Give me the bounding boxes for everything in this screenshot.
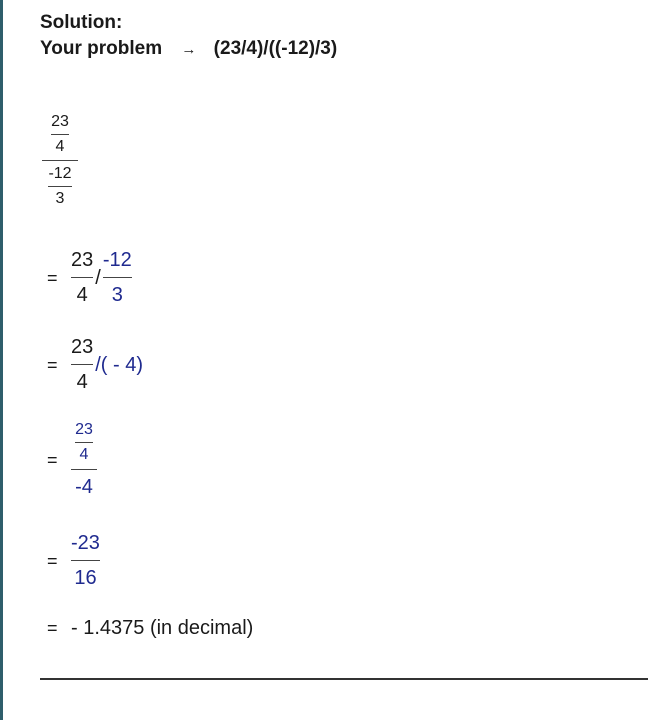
step-5: [47, 615, 253, 641]
denominator: 4: [76, 371, 88, 393]
fraction-bar: [71, 364, 93, 365]
fraction: [71, 530, 100, 591]
problem-expression: (23/4)/((-12)/3): [213, 38, 338, 59]
original-denominator-fraction: [46, 164, 73, 209]
numerator: 23: [71, 249, 94, 271]
original-numerator-bottom: 4: [55, 138, 65, 155]
equals-sign: =: [47, 550, 58, 571]
denominator: 4: [76, 284, 88, 306]
decimal-note: (in decimal): [144, 617, 254, 639]
step-3: [47, 420, 97, 500]
arrow-icon: →: [181, 41, 197, 58]
bottom-rule: [40, 678, 648, 680]
fraction: [71, 334, 93, 395]
main-fraction-bar: [71, 469, 97, 470]
fraction-bar: [75, 442, 93, 443]
denominator: 4: [79, 446, 89, 463]
equals-sign: =: [47, 267, 58, 288]
fraction-bar: [71, 560, 100, 561]
division-slash: /: [95, 266, 101, 289]
problem-line: [40, 36, 337, 63]
denominator: -4: [75, 476, 93, 498]
step-2: [47, 334, 143, 395]
fraction-bar: [51, 134, 69, 135]
decimal-value: - 1.4375: [71, 617, 145, 639]
left-border: [0, 0, 3, 720]
divisor-term: /( - 4): [95, 353, 144, 376]
denominator: 16: [74, 567, 97, 589]
solution-header: [40, 10, 337, 63]
original-denominator-bottom: 3: [55, 190, 65, 207]
numerator: -12: [102, 249, 132, 271]
solution-title: Solution:: [40, 12, 123, 33]
step-1: [47, 247, 132, 308]
original-numerator-top: 23: [51, 113, 69, 130]
numerator: 23: [75, 421, 93, 438]
step-4: [47, 530, 100, 591]
fraction: [71, 247, 93, 308]
main-fraction-bar: [42, 160, 78, 161]
fraction: [75, 420, 93, 465]
equals-sign: =: [47, 449, 58, 470]
complex-fraction: [71, 420, 97, 500]
equals-sign: =: [47, 354, 58, 375]
original-numerator-fraction: [45, 112, 75, 157]
equals-sign: =: [47, 618, 58, 638]
step-original-fraction: [42, 112, 78, 209]
numerator: -23: [71, 532, 100, 554]
numerator: 23: [71, 336, 94, 358]
problem-label: Your problem: [40, 38, 163, 59]
fraction: [103, 247, 132, 308]
denominator: 3: [111, 284, 123, 306]
fraction-bar: [103, 277, 132, 278]
original-denominator-top: -12: [48, 165, 72, 182]
fraction-bar: [71, 277, 93, 278]
fraction-bar: [48, 186, 71, 187]
